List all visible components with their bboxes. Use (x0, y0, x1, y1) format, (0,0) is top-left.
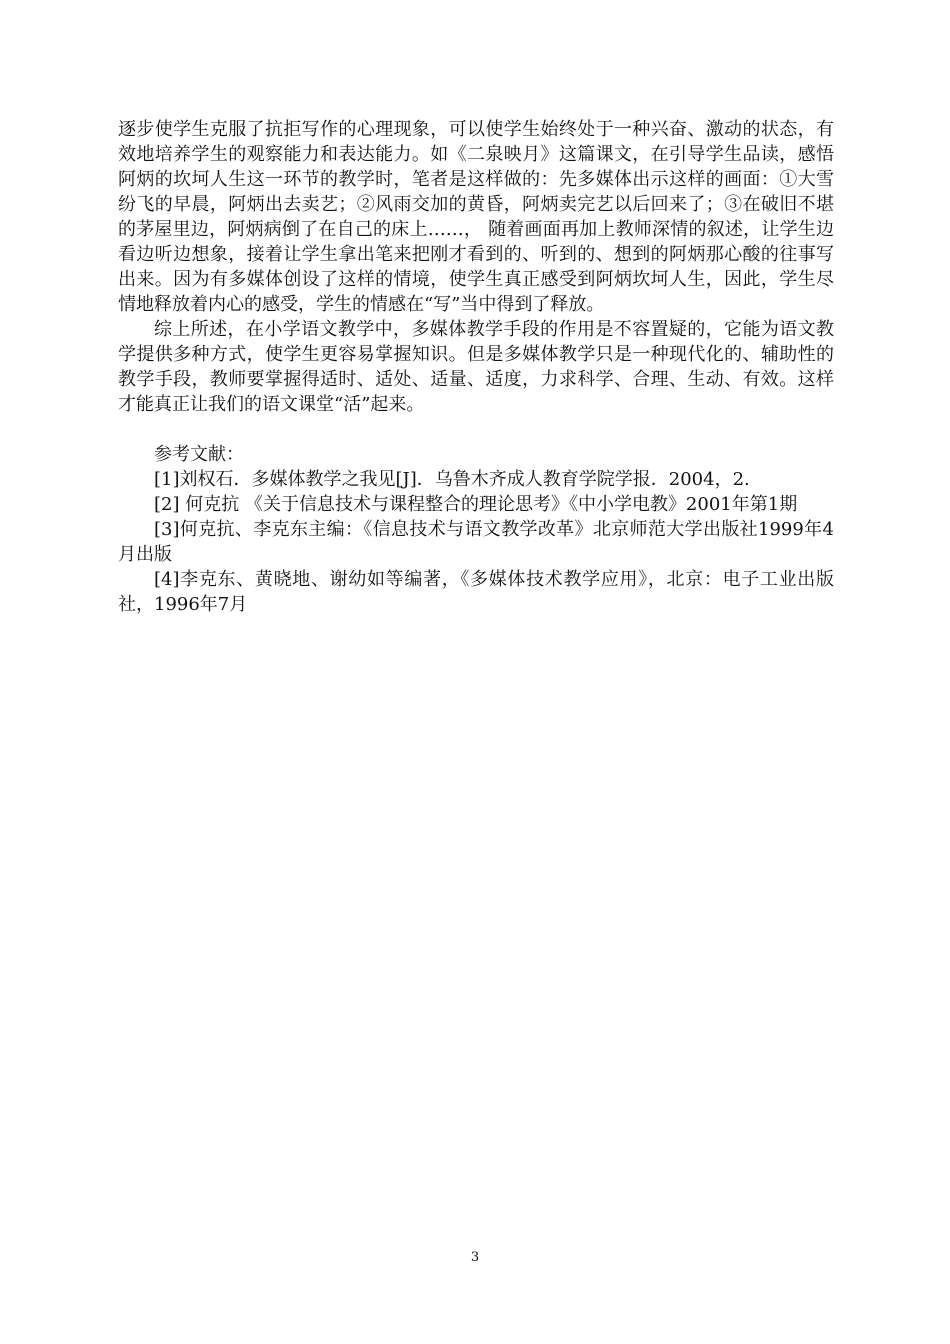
page-number: 3 (470, 1250, 480, 1265)
reference-item: [4]李克东、黄晓地、谢幼如等编著，《多媒体技术教学应用》，北京：电子工业出版社，1996年7月 (118, 569, 834, 615)
reference-item: [3]何克抗、李克东主编：《信息技术与语文教学改革》北京师范大学出版社1999年4月出版 (118, 519, 834, 565)
body-paragraph-conclusion: 综上所述，在小学语文教学中，多媒体教学手段的作用是不容置疑的，它能为语文教学提供多种方式，使学生更容易掌握知识。但是多媒体教学只是一种现代化的、辅助性的教学手段，教师要掌握得适时、适处、适量、适度，力求科学、合理、生动、有效。这样才能真正让我们的语文课堂“活”起来。 (118, 319, 834, 415)
references-heading: 参考文献： (154, 444, 244, 465)
reference-item: [2] 何克抗 《关于信息技术与课程整合的理论思考》《中小学电教》2001年第1期 (154, 494, 798, 515)
page-content (118, 117, 834, 617)
section-spacer (118, 417, 834, 442)
references-list (118, 467, 834, 617)
reference-item: [1]刘权石．多媒体教学之我见[J]．乌鲁木齐成人教育学院学报．2004，2. (154, 469, 750, 490)
body-paragraph-continued: 逐步使学生克服了抗拒写作的心理现象，可以使学生始终处于一种兴奋、激动的状态，有效地培养学生的观察能力和表达能力。如《二泉映月》这篇课文，在引导学生品读，感悟阿炳的坎坷人生这一环节的教学时，笔者是这样做的：先多媒体出示这样的画面：①大雪纷飞的早晨，阿炳出去卖艺；②风雨交加的黄昏，阿炳卖完艺以后回来了；③在破旧不堪的茅屋里边，阿炳病倒了在自己的床上……， 随着画面再加上教师深情的叙述，让学生边看边听边想象，接着让学生拿出笔来把刚才看到的、听到的、想到的阿炳那心酸的往事写出来。因为有多媒体创设了这样的情境，使学生真正感受到阿炳坎坷人生，因此，学生尽情地释放着内心的感受，学生的情感在“写”当中得到了释放。 (118, 119, 834, 315)
